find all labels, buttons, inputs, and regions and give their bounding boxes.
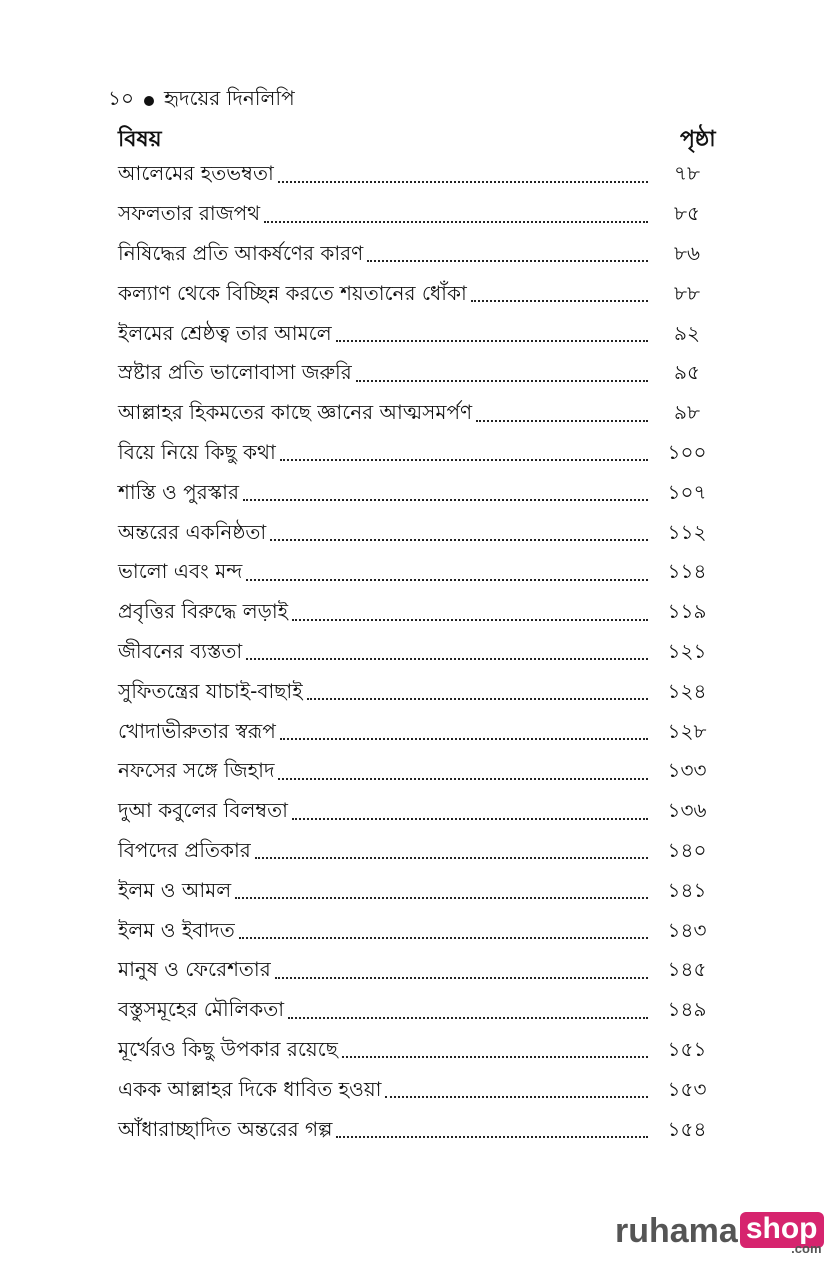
- toc-entry: [118, 1032, 718, 1072]
- toc-entry-title: বিয়ে নিয়ে কিছু কথা: [118, 439, 276, 464]
- toc-entry: [118, 315, 718, 355]
- table-of-contents: [118, 156, 718, 1151]
- dot-leader: [280, 738, 648, 740]
- toc-entry: [118, 554, 718, 594]
- toc-entry-title: ইলমের শ্রেষ্ঠত্ব তার আমলে: [118, 320, 332, 345]
- toc-entry-title: বস্তুসমূহের মৌলিকতা: [118, 997, 285, 1022]
- toc-entry: [118, 912, 718, 952]
- toc-entry-page: ১৫৩: [667, 1076, 707, 1101]
- toc-entry-title: স্রষ্টার প্রতি ভালোবাসা জরুরি: [118, 360, 352, 385]
- toc-entry-page: ১২৪: [667, 678, 707, 703]
- dot-leader: [246, 658, 648, 660]
- toc-entry: [118, 713, 718, 753]
- toc-entry: [118, 236, 718, 276]
- toc-entry-title: দুআ কবুলের বিলম্বতা: [118, 798, 288, 823]
- dot-leader: [243, 499, 648, 501]
- toc-entry-title: ইলম ও আমল: [118, 877, 232, 902]
- toc-entry: [118, 872, 718, 912]
- column-header-page: পৃষ্ঠা: [680, 127, 716, 152]
- toc-entry-page: ১০৭: [667, 479, 707, 504]
- running-header: [108, 84, 295, 117]
- logo-word: ruhama: [615, 1212, 738, 1250]
- toc-entry-title: কল্যাণ থেকে বিচ্ছিন্ন করতে শয়তানের ধোঁকা: [118, 280, 467, 305]
- dot-leader: [280, 459, 648, 461]
- book-title: হৃদয়ের দিনলিপি: [163, 86, 295, 110]
- toc-entry-page: ৯৮: [674, 400, 700, 425]
- dot-leader: [235, 897, 648, 899]
- toc-entry: [118, 952, 718, 992]
- toc-entry-title: মানুষ ও ফেরেশতার: [118, 957, 271, 982]
- dot-leader: [356, 380, 648, 382]
- toc-entry-title: নফসের সঙ্গে জিহাদ: [118, 758, 275, 783]
- dot-leader: [471, 300, 648, 302]
- toc-entry-page: ১৩৩: [667, 758, 707, 783]
- toc-entry: [118, 753, 718, 793]
- dot-leader: [336, 1136, 648, 1138]
- dot-leader: [367, 260, 648, 262]
- dot-leader: [385, 1096, 648, 1098]
- toc-entry: [118, 514, 718, 554]
- toc-entry-page: ৮৮: [674, 280, 700, 305]
- toc-entry-page: ১৪৩: [667, 917, 707, 942]
- toc-entry-page: ১৫১: [667, 1036, 707, 1061]
- toc-entry: [118, 355, 718, 395]
- toc-entry-page: ১৪০: [667, 837, 707, 862]
- toc-entry-title: খোদাভীরুতার স্বরূপ: [118, 718, 276, 743]
- dot-leader: [292, 818, 648, 820]
- toc-entry-page: ১৪১: [667, 877, 707, 902]
- toc-entry-title: অন্তরের একনিষ্ঠতা: [118, 519, 267, 544]
- dot-leader: [239, 937, 648, 939]
- toc-entry-title: শাস্তি ও পুরস্কার: [118, 479, 239, 504]
- dot-leader: [264, 221, 648, 223]
- dot-leader: [342, 1056, 648, 1058]
- toc-entry-title: আঁধারাচ্ছাদিত অন্তরের গল্প: [118, 1116, 333, 1141]
- toc-entry-title: জীবনের ব্যস্ততা: [118, 638, 243, 663]
- toc-entry-title: সফলতার রাজপথ: [118, 201, 261, 226]
- toc-entry: [118, 833, 718, 873]
- toc-entry-title: মূর্খেরও কিছু উপকার রয়েছে: [118, 1036, 338, 1061]
- toc-entry-title: ভালো এবং মন্দ: [118, 559, 243, 584]
- toc-entry-title: বিপদের প্রতিকার: [118, 837, 251, 862]
- toc-entry: [118, 1111, 718, 1151]
- toc-entry-page: ১৪৫: [667, 957, 707, 982]
- toc-entry-title: একক আল্লাহর দিকে ধাবিত হওয়া: [118, 1076, 382, 1101]
- toc-entry-title: নিষিদ্ধের প্রতি আকর্ষণের কারণ: [118, 240, 364, 265]
- toc-entry-page: ১২১: [667, 638, 707, 663]
- toc-entry: [118, 474, 718, 514]
- toc-entry-title: ইলম ও ইবাদত: [118, 917, 235, 942]
- toc-entry: [118, 275, 718, 315]
- column-header-topic: বিষয়: [118, 127, 162, 152]
- toc-entry: [118, 992, 718, 1032]
- logo-domain: .com: [791, 1241, 822, 1256]
- toc-entry-page: ৮৬: [674, 240, 700, 265]
- dot-leader: [292, 619, 648, 621]
- dot-leader: [288, 1017, 648, 1019]
- bullet-icon: [144, 96, 154, 106]
- toc-entry-page: ১৩৬: [667, 798, 707, 823]
- toc-entry: [118, 156, 718, 196]
- toc-entry-page: ১১৯: [667, 599, 707, 624]
- toc-entry-page: ১০০: [667, 439, 707, 464]
- toc-entry-title: আলেমের হতভম্বতা: [118, 161, 274, 186]
- dot-leader: [275, 977, 648, 979]
- toc-entry: [118, 673, 718, 713]
- dot-leader: [246, 579, 648, 581]
- toc-entry-page: ১৪৯: [667, 997, 707, 1022]
- toc-entry-page: ৯৫: [674, 360, 700, 385]
- logo-box-text: shop: [745, 1212, 818, 1245]
- toc-entry: [118, 395, 718, 435]
- toc-entry-page: ৮৫: [674, 201, 700, 226]
- toc-entry: [118, 594, 718, 634]
- toc-entry: [118, 793, 718, 833]
- dot-leader: [336, 340, 648, 342]
- ruhamashop-logo: [615, 1212, 824, 1256]
- toc-entry-page: ৭৮: [674, 161, 700, 186]
- dot-leader: [307, 698, 648, 700]
- dot-leader: [278, 181, 648, 183]
- dot-leader: [255, 857, 648, 859]
- toc-entry: [118, 435, 718, 475]
- toc-entry-page: ১২৮: [667, 718, 707, 743]
- toc-entry-page: ১১২: [667, 519, 707, 544]
- page-number: ১০: [108, 86, 134, 110]
- toc-entry: [118, 634, 718, 674]
- logo-box: [740, 1212, 824, 1256]
- toc-entry-page: ৯২: [674, 320, 700, 345]
- toc-entry: [118, 196, 718, 236]
- toc-entry-title: আল্লাহর হিকমতের কাছে জ্ঞানের আত্মসমর্পণ: [118, 400, 473, 425]
- dot-leader: [278, 778, 648, 780]
- dot-leader: [270, 539, 648, 541]
- dot-leader: [476, 420, 648, 422]
- toc-entry-page: ১১৪: [667, 559, 707, 584]
- toc-entry-title: সুফিতন্ত্রের যাচাই-বাছাই: [118, 678, 303, 703]
- toc-entry-title: প্রবৃত্তির বিরুদ্ধে লড়াই: [118, 599, 289, 624]
- toc-entry: [118, 1071, 718, 1111]
- toc-entry-page: ১৫৪: [667, 1116, 707, 1141]
